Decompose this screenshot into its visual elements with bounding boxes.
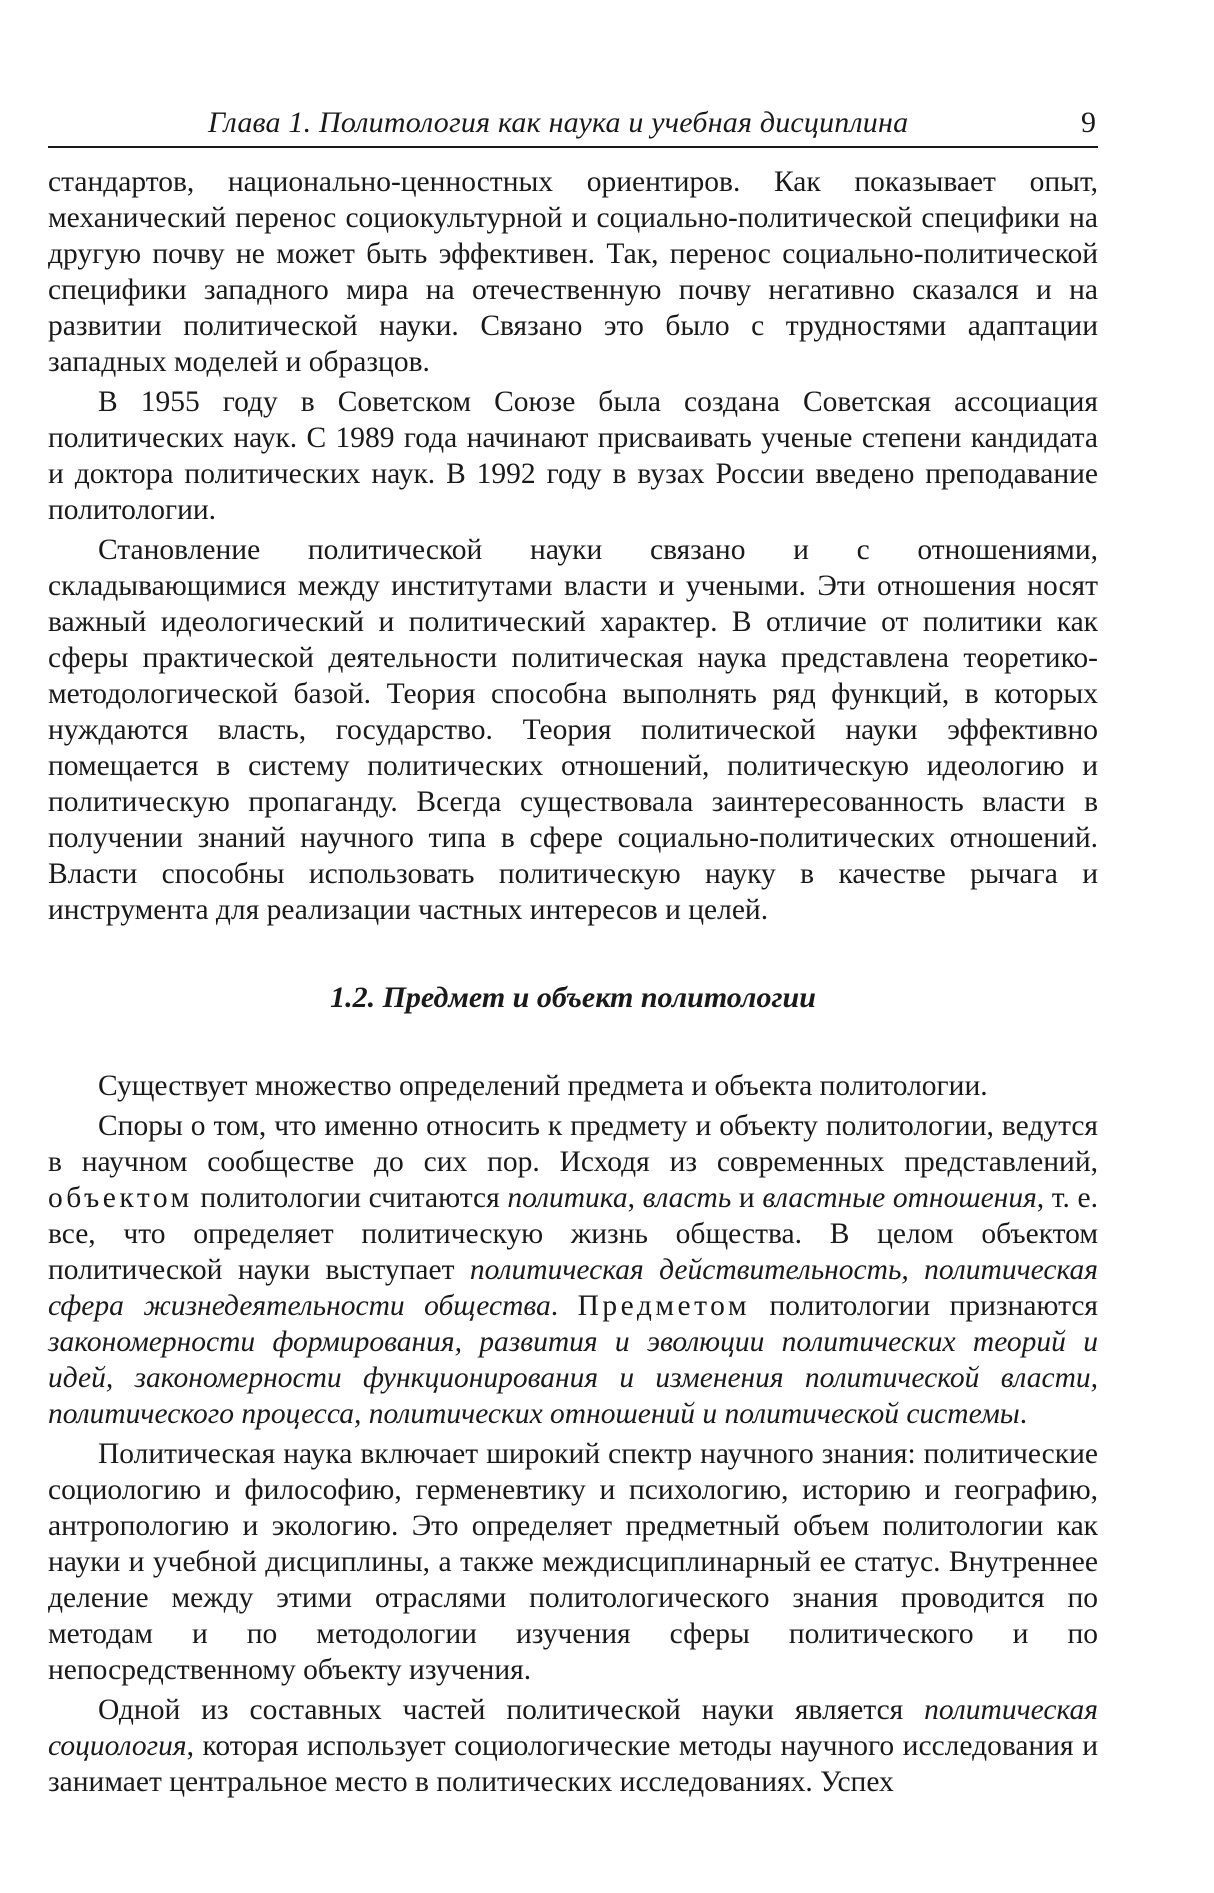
paragraph-5	[48, 1108, 1098, 1432]
paragraph-2: В 1955 году в Советском Союзе была создана Советская ассоциация политических наук. С 1989 года начинают присваивать ученые степени кандидата и доктора политических наук. В 1992 году в вузах России введено преподавание политологии.	[48, 386, 1098, 526]
text-run: Одной из составных частей политической науки является	[98, 1694, 925, 1726]
text-run: .	[1019, 1398, 1028, 1430]
book-page	[48, 100, 1098, 1804]
italic-term: властные отношения	[762, 1182, 1037, 1214]
paragraph-3: Становление политической науки связано и с отношениями, складывающимися между институтами власти и учеными. Эти отношения носят важный идеологический и политический характер. В отличие от политики как сферы практической деятельности политическая наука представлена теоретико-методологической базой. Теория способна выполнять ряд функций, в которых нуждаются власть, государство. Теория политической науки эффективно помещается в систему политических отношений, политическую идеологию и политическую пропаганду. Всегда существовала заинтересованность власти в получении знаний научного типа в сфере социально-политических отношений. Власти способны использовать политическую науку в качестве рычага и инструмента для реализации частных интересов и целей.	[48, 534, 1098, 926]
text-run: и	[731, 1182, 763, 1214]
page-number: 9	[1081, 106, 1096, 139]
text-run: ,	[627, 1182, 643, 1214]
running-title: Глава 1. Политология как наука и учебная дисциплина	[208, 106, 909, 139]
text-run: , которая использует социологические методы научного исследования и занимает центральное место в политических исследованиях. Успех	[48, 1730, 1098, 1798]
spaced-term-subject: Предметом	[577, 1290, 750, 1322]
italic-term: закономерности формирования, развития и эволюции политических теорий и идей, закономерности функционирования и изменения политической власти, политического процесса, политических отношений и политической системы	[48, 1326, 1098, 1430]
paragraph-1: стандартов, национально-ценностных ориентиров. Как показывает опыт, механический перенос социокультурной и социально-политической специфики на другую почву не может быть эффективен. Так, перенос социально-политической специфики западного мира на отечественную почву негативно сказался и на развитии политической науки. Связано это было с трудностями адаптации западных моделей и образцов.	[48, 166, 1098, 378]
paragraph-7	[48, 1692, 1098, 1800]
text-run: Споры о том, что именно относить к предмету и объекту политологии, ведутся в научном сообществе до сих пор. Исходя из современных представлений,	[48, 1110, 1098, 1178]
text-run: , т. е. все, что определяет политическую жизнь общества. В целом объектом политической науки выступает	[48, 1182, 1098, 1286]
text-run: политологии считаются	[192, 1182, 508, 1214]
paragraph-4: Существует множество определений предмета и объекта политологии.	[98, 1070, 988, 1102]
italic-term: власть	[642, 1182, 732, 1214]
running-header	[48, 100, 1098, 148]
text-run: .	[550, 1290, 578, 1322]
italic-term: политика	[507, 1182, 628, 1214]
italic-term: политическая действительность, политическая сфера жизнедеятельности общества	[48, 1254, 1098, 1322]
section-heading: 1.2. Предмет и объект политологии	[330, 981, 816, 1014]
paragraph-6: Политическая наука включает широкий спектр научного знания: политические социологию и философию, герменевтику и психологию, историю и географию, антропологию и экологию. Это определяет предметный объем политологии как науки и учебной дисциплины, а также междисциплинарный ее статус. Внутреннее деление между этими отраслями политологического знания проводится по методам и по методологии изучения сферы политического и по непосредственному объекту изучения.	[48, 1438, 1098, 1686]
text-run: политологии признаются	[749, 1290, 1098, 1322]
italic-term: политическая социология	[48, 1694, 1098, 1762]
body-text	[48, 164, 1098, 1800]
spaced-term-object: объектом	[48, 1182, 193, 1214]
